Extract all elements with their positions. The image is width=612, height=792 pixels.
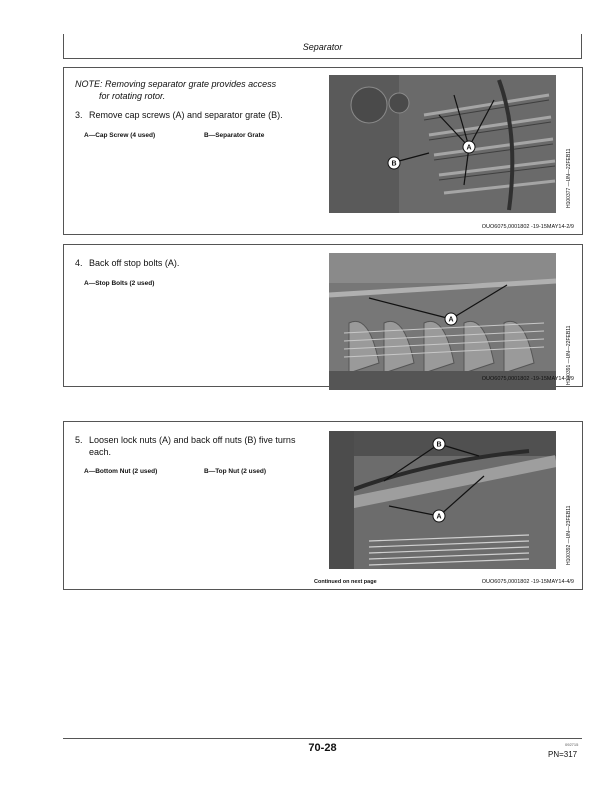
callout-a bbox=[445, 313, 457, 325]
section-title: Separator bbox=[302, 42, 343, 52]
reference-code: OUO6075,0001802 -19-15MAY14-2/9 bbox=[481, 224, 574, 230]
svg-text:A: A bbox=[448, 316, 454, 324]
legend-b: B—Top Nut (2 used) bbox=[204, 468, 266, 475]
footer-rule bbox=[63, 738, 582, 739]
step-3 bbox=[75, 109, 325, 121]
continued-notice: Continued on next page bbox=[314, 579, 377, 585]
step-text: Remove cap screws (A) and separator grate (B). bbox=[89, 110, 283, 120]
callout-b bbox=[433, 438, 445, 450]
reference-code: OUO6075,0001802 -19-15MAY14-3/9 bbox=[481, 376, 574, 382]
separator-grate-photo bbox=[329, 75, 556, 213]
note bbox=[75, 78, 315, 102]
legend-a: A—Bottom Nut (2 used) bbox=[84, 468, 158, 475]
svg-text:A: A bbox=[466, 144, 472, 152]
page-number: 70-28 bbox=[308, 742, 337, 754]
callout-a bbox=[433, 510, 445, 522]
step-number: 3. bbox=[75, 110, 83, 120]
image-code: H100392 —UN—23FEB11 bbox=[566, 505, 572, 565]
note-line-2: for rotating rotor. bbox=[99, 91, 166, 101]
callout-a bbox=[463, 141, 475, 153]
image-code: H100377 —UN—22FEB11 bbox=[566, 148, 572, 208]
callout-b bbox=[388, 157, 400, 169]
reference-code: OUO6075,0001802 -19-15MAY14-4/9 bbox=[481, 579, 574, 585]
header-rule bbox=[63, 58, 582, 59]
svg-text:B: B bbox=[391, 160, 397, 168]
legend-b: B—Separator Grate bbox=[204, 132, 265, 139]
step-text: Back off stop bolts (A). bbox=[89, 258, 180, 268]
footer-small-code: 092715 bbox=[565, 742, 579, 747]
step-text-line-1: Loosen lock nuts (A) and back off nuts (B) five turns bbox=[89, 435, 296, 445]
legend-a: A—Cap Screw (4 used) bbox=[84, 132, 156, 139]
step-5 bbox=[75, 434, 325, 458]
step-number: 5. bbox=[75, 435, 83, 445]
step-panel-3 bbox=[63, 67, 583, 235]
legend-a: A—Stop Bolts (2 used) bbox=[84, 280, 155, 287]
step-panel-4 bbox=[63, 244, 583, 387]
step-text-line-2: each. bbox=[89, 447, 112, 457]
svg-text:A: A bbox=[436, 513, 442, 521]
pn-number: PN=317 bbox=[548, 750, 578, 759]
note-line-1: NOTE: Removing separator grate provides access bbox=[75, 79, 277, 89]
step-number: 4. bbox=[75, 258, 83, 268]
svg-text:B: B bbox=[436, 441, 442, 449]
step-4 bbox=[75, 257, 325, 269]
step-panel-5 bbox=[63, 421, 583, 590]
stop-bolts-photo bbox=[329, 253, 556, 390]
lock-nuts-photo bbox=[329, 431, 556, 569]
image-code: H100391 —UN—22FEB11 bbox=[566, 325, 572, 385]
